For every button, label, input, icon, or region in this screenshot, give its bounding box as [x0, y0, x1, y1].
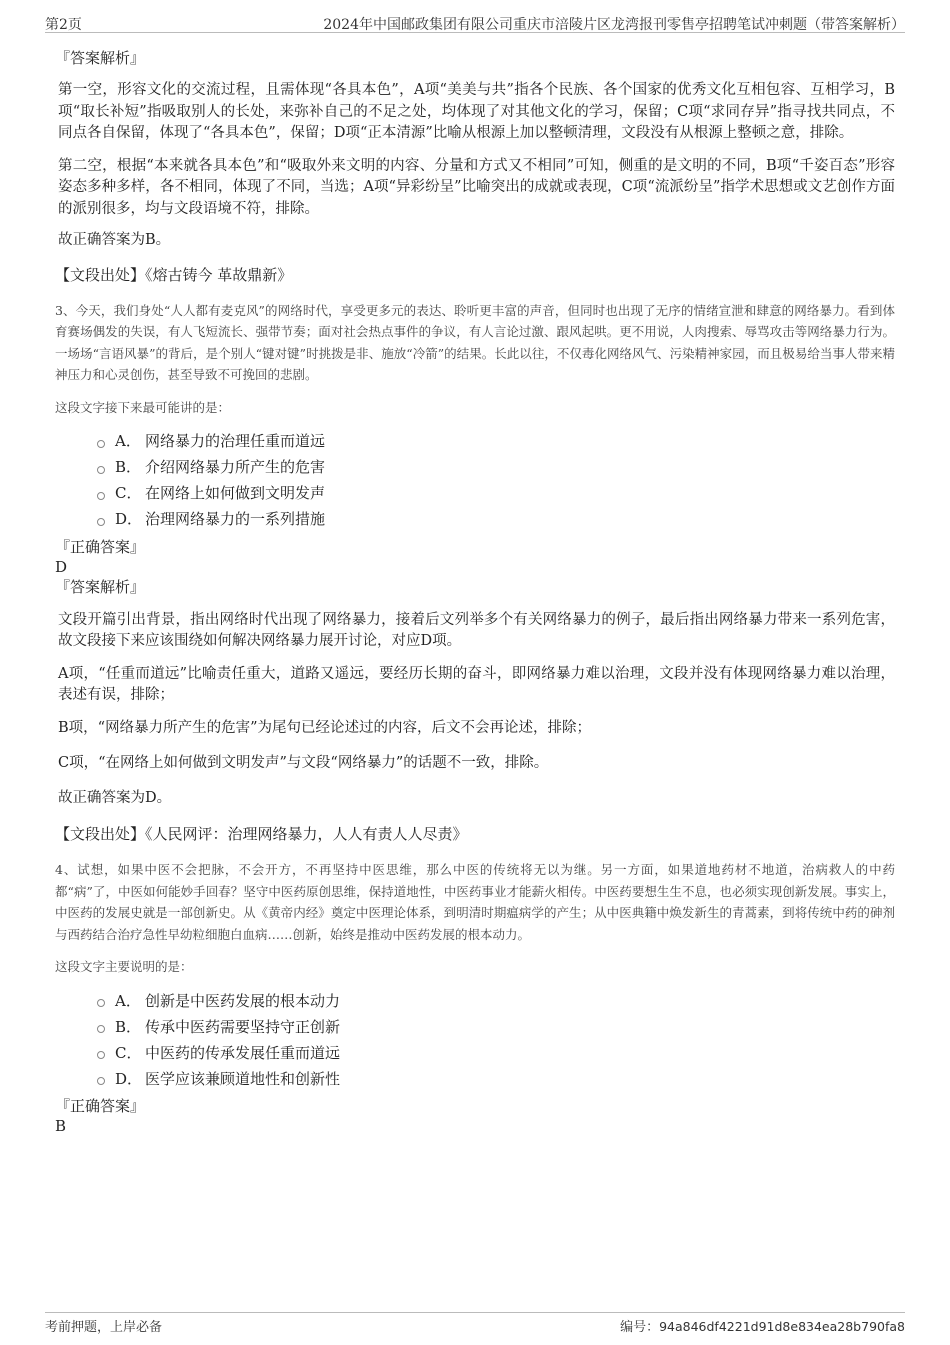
question-4-options [55, 987, 895, 1091]
page-header [45, 10, 905, 33]
radio-button-icon[interactable] [97, 1025, 105, 1033]
option-text: 中医药的传承发展任重而道远 [145, 1043, 341, 1062]
footer-slogan: 考前押题，上岸必备 [45, 1320, 163, 1335]
correct-answer: B [55, 1117, 67, 1135]
analysis-paragraph: 文段开篇引出背景，指出网络时代出现了网络暴力，接着后文列举多个有关网络暴力的例子，最后指出网络暴力带来一系列危害，故文段接下来应该围绕如何解决网络暴力展开讨论，对应D项。 [58, 611, 895, 649]
page-number: 第2页 [45, 17, 82, 33]
radio-button-icon[interactable] [97, 466, 105, 474]
analysis-paragraph: A项，“任重而道远”比喻责任重大，道路又遥远，要经历长期的奋斗，即网络暴力难以治理，文段并没有体现网络暴力难以治理，表述有误，排除； [58, 665, 895, 703]
radio-button-icon[interactable] [97, 518, 105, 526]
option-letter: B． [115, 1017, 142, 1036]
option-b[interactable] [97, 454, 895, 480]
option-letter: C． [115, 484, 142, 502]
option-text: 介绍网络暴力所产生的危害 [145, 458, 326, 476]
footer-code-value: 94a846df4221d91d8e834ea28b790fa8 [659, 1319, 905, 1334]
footer-code [620, 1316, 905, 1335]
analysis-paragraph: 第一空，形容文化的交流过程，且需体现“各具本色”，A项“美美与共”指各个民族、各个国家的优秀文化互相包容、互相学习，B项“取长补短”指吸取别人的长处，来弥补自己的不足之处，均体现了对其他文化的学习，保留；C项“求同存异”指寻找共同点，不同点各自保留，体现了“各具本色”，保留；D项“正本清源”比喻从根源上加以整顿清理，文段没有从根源上整顿之意，排除。 [58, 82, 895, 141]
option-a[interactable] [97, 428, 895, 454]
analysis-paragraph: C项，“在网络上如何做到文明发声”与文段“网络暴力”的话题不一致，排除。 [58, 755, 549, 771]
option-text: 传承中医药需要坚持守正创新 [145, 1017, 341, 1036]
page-content [55, 46, 895, 1135]
option-letter: C． [115, 1043, 142, 1062]
passage-source: 【文段出处】《熔古铸今 革故鼎新》 [55, 265, 293, 284]
analysis-conclusion: 故正确答案为B。 [58, 232, 171, 248]
radio-button-icon[interactable] [97, 999, 105, 1007]
option-letter: D． [115, 1069, 143, 1088]
document-title: 2024年中国邮政集团有限公司重庆市涪陵片区龙湾报刊零售亭招聘笔试冲刺题（带答案解析） [323, 17, 905, 33]
analysis-paragraph: 第二空，根据“本来就各具本色”和“吸取外来文明的内容、分量和方式又不相同”可知，侧重的是文明的不同，B项“千姿百态”形容姿态多种多样，各不相同，体现了不同，当选；A项“异彩纷呈”比喻突出的成就或表现，C项“流派纷呈”指学术思想或文艺创作方面的派别很多，均与文段语境不符，排除。 [58, 157, 895, 217]
question-4-text: 4、试想，如果中医不会把脉，不会开方，不再坚持中医思维，那么中医的传统将无以为继。另一方面，如果道地药材不地道，治病救人的中药都“病”了，中医如何能妙手回春？坚守中医药原创思维，保持道地性，中医药事业才能薪火相传。中医药要想生生不息，也必须实现创新发展。事实上，中医药的发展史就是一部创新史。从《黄帝内经》奠定中医理论体系，到明清时期瘟病学的产生；从中医典籍中焕发新生的青蒿素，到将传统中药的砷剂与西药结合治疗急性早幼粒细胞白血病……创新，始终是推动中医药发展的根本动力。 [55, 862, 895, 942]
option-c[interactable] [97, 480, 895, 506]
analysis-heading: 『答案解析』 [55, 49, 146, 67]
option-a[interactable] [97, 987, 895, 1013]
option-d[interactable] [97, 1065, 895, 1091]
option-b[interactable] [97, 1013, 895, 1039]
page-footer [45, 1312, 905, 1333]
radio-button-icon[interactable] [97, 440, 105, 448]
radio-button-icon[interactable] [97, 1077, 105, 1085]
option-letter: B． [115, 458, 142, 476]
option-letter: A． [115, 991, 141, 1010]
option-letter: D． [115, 510, 143, 528]
option-text: 网络暴力的治理任重而道远 [145, 432, 326, 450]
option-text: 医学应该兼顾道地性和创新性 [145, 1069, 341, 1088]
analysis-paragraph: B项，“网络暴力所产生的危害”为尾句已经论述过的内容，后文不会再论述，排除； [58, 719, 591, 736]
question-4-prompt: 这段文字主要说明的是： [55, 959, 193, 974]
correct-answer-heading: 『正确答案』 [55, 1097, 146, 1115]
question-3-prompt: 这段文字接下来最可能讲的是： [55, 399, 231, 415]
passage-source: 【文段出处】《人民网评：治理网络暴力，人人有责人人尽责》 [55, 825, 468, 843]
analysis-heading: 『答案解析』 [55, 577, 146, 596]
correct-answer: D [55, 557, 68, 576]
option-letter: A． [115, 432, 141, 450]
option-text: 治理网络暴力的一系列措施 [145, 510, 326, 528]
option-text: 创新是中医药发展的根本动力 [145, 991, 341, 1010]
footer-code-label: 编号： [620, 1320, 660, 1335]
question-3-options [55, 428, 895, 532]
correct-answer-heading: 『正确答案』 [55, 537, 146, 556]
option-text: 在网络上如何做到文明发声 [145, 484, 326, 502]
radio-button-icon[interactable] [97, 492, 105, 500]
analysis-conclusion: 故正确答案为D。 [58, 789, 172, 806]
option-d[interactable] [97, 506, 895, 532]
question-3-text: 3、今天，我们身处“人人都有麦克风”的网络时代，享受更多元的表达、聆听更丰富的声音，但同时也出现了无序的情绪宣泄和肆意的网络暴力。看到体育赛场偶发的失误，有人飞短流长、强带节奏；面对社会热点事件的争议，有人言论过激、跟风起哄。更不用说，人肉搜索、辱骂攻击等网络暴力行为。一场场“言语风暴”的背后，是个别人“键对键”时挑拨是非、施放“冷箭”的结果。长此以往，不仅毒化网络风气、污染精神家园，而且极易给当事人带来精神压力和心灵创伤，甚至导致不可挽回的悲剧。 [55, 302, 895, 382]
radio-button-icon[interactable] [97, 1051, 105, 1059]
option-c[interactable] [97, 1039, 895, 1065]
